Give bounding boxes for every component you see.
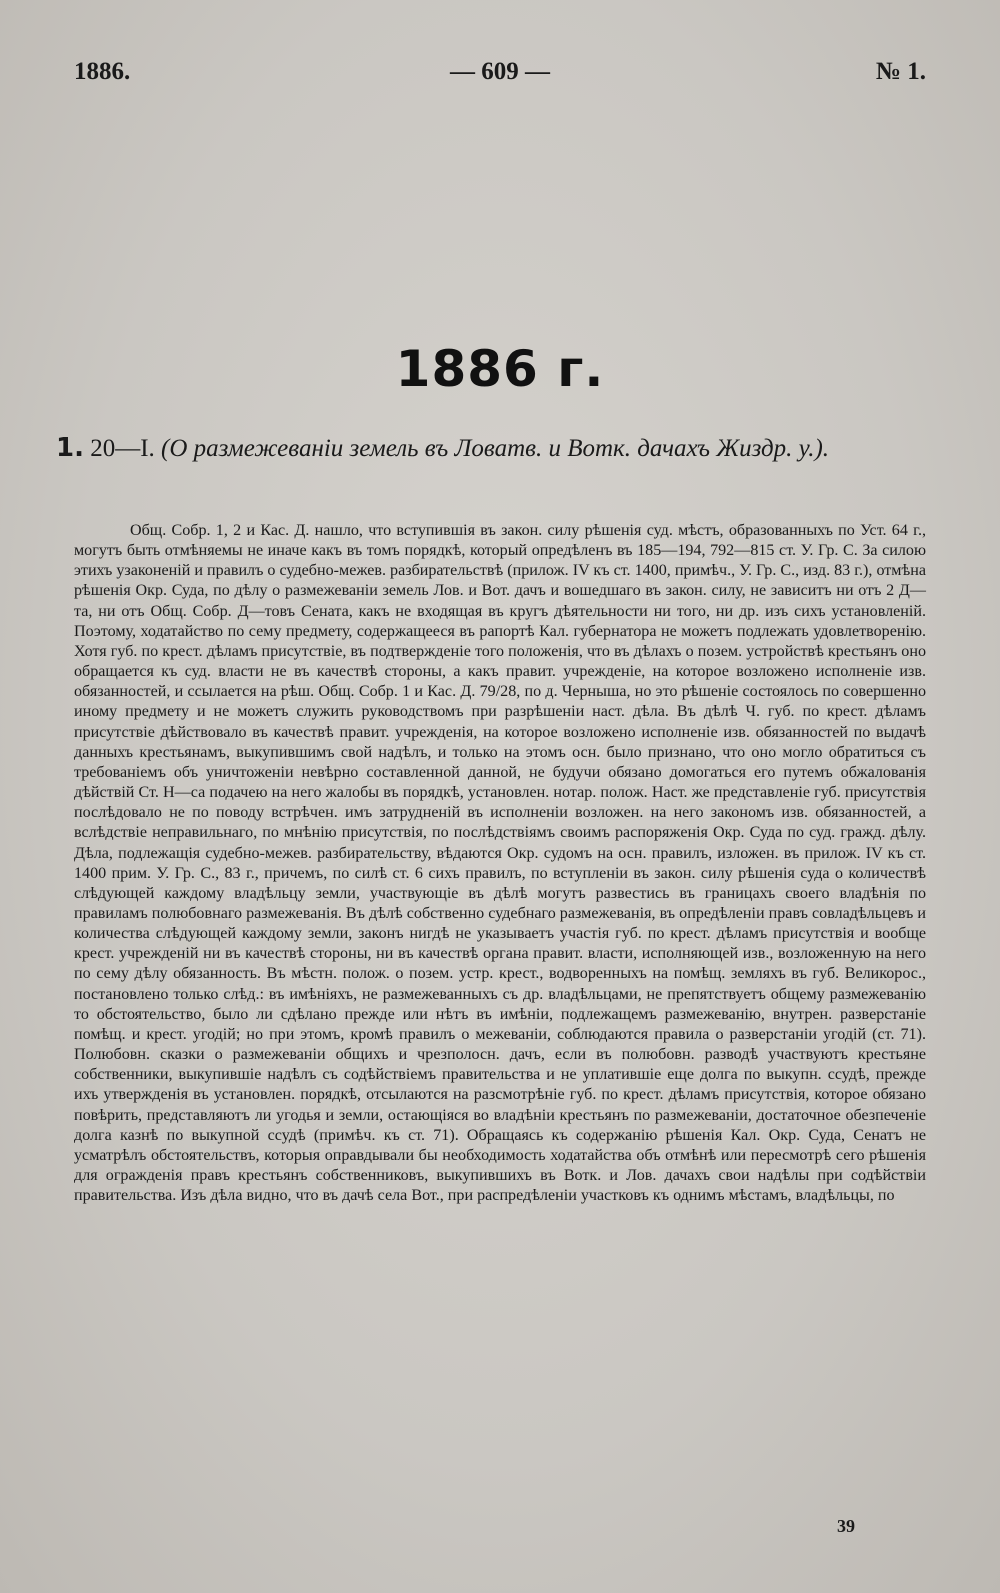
running-head	[74, 58, 926, 94]
running-head-issue: № 1.	[875, 58, 926, 85]
entry-number: 1.	[56, 433, 84, 463]
body-paragraph: Общ. Собр. 1, 2 и Кас. Д. нашло, что вступившія въ закон. силу рѣшенія суд. мѣстъ, образованныхъ по Уст. 64 г., могутъ быть отмѣняемы не иначе какъ въ томъ порядкѣ, который опредѣленъ въ 185—194, 792—815 ст. У. Гр. С. За силою этихъ узаконеній и правилъ о судебно-межев. разбирательствѣ (прилож. IV къ ст. 1400, примѣч., У. Гр. С., изд. 83 г.), отмѣна рѣшенія Окр. Суда, по дѣлу о размежеваніи земель Лов. и Вот. дачъ и вошедшаго въ закон. силу, не зависитъ ни отъ 2 Д—та, ни отъ Общ. Собр. Д—товъ Сената, какъ не входящая въ кругъ дѣятельности ни того, ни др. изъ сихъ установленій. Поэтому, ходатайство по сему предмету, содержащееся въ рапортѣ Кал. губернатора не можетъ подлежать удовлетворенію. Хотя губ. по крест. дѣламъ присутствіе, въ подтвержденіе того положенія, что въ дѣлахъ о позем. устройствѣ крестьянъ оно обращается къ суд. власти не въ качествѣ стороны, а какъ правит. учрежденіе, на которое возложено исполненіе изв. обязанностей, и ссылается на рѣш. Общ. Собр. 1 и Кас. Д. 79/28, по д. Черныша, но это рѣшеніе состоялось по совершенно иному предмету и не можетъ служить руководствомъ при разрѣшеніи наст. дѣла. Въ дѣлѣ Ч. губ. по крест. дѣламъ присутствіе дѣйствовало въ качествѣ правит. учрежденія, на которое возложено исполненіе изв. обязанностей по выдачѣ данныхъ крестьянамъ, выкупившимъ свой надѣлъ, и только на этомъ осн. было признано, что оно могло обратиться съ требованіемъ объ уничтоженіи невѣрно составленной данной, не будучи обязано домогаться его путемъ обжалованія дѣйствій Ст. Н—са подачею на него жалобы въ порядкѣ, установлен. нотар. полож. Наст. же представленіе губ. присутствія послѣдовало не по поводу встрѣчен. имъ затрудненій въ исполненіи возложен. на него закономъ изв. обязанностей, а вслѣдствіе неправильнаго, по мнѣнію присутствія, по послѣдствіямъ своимъ распоряженія Окр. Суда по суд. гражд. дѣлу. Дѣла, подлежащія судебно-межев. разбирательству, вѣдаются Окр. судомъ на осн. правилъ, изложен. въ прилож. IV къ ст. 1400 прим. У. Гр. С., 83 г., причемъ, по силѣ ст. 6 сихъ правилъ, по вступленіи въ закон. силу рѣшенія суда о количествѣ слѣдующей каждому владѣльцу земли, участвующіе въ дѣлѣ могутъ развестись въ границахъ своего владѣнія по правиламъ полюбовнаго размежеванія. Въ дѣлѣ собственно судебнаго размежеванія, въ опредѣленіи правъ совладѣльцевъ и количества слѣдующей каждому земли, законъ нигдѣ не указываетъ участія губ. по крест. дѣламъ присутствія и вообще крест. учрежденій ни въ качествѣ стороны, ни въ качествѣ органа правит. власти, исполняющей изв., возложенную на него по сему дѣлу обязанность. Въ мѣстн. полож. о позем. устр. крест., водворенныхъ на помѣщ. земляхъ въ губ. Великорос., постановлено только слѣд.: въ имѣніяхъ, не размежеванныхъ съ др. владѣльцами, не препятствуетъ общему размежеванію то обстоятельство, было ли сдѣлано прежде или нѣтъ въ имѣніи, подлежащемъ размежеванію, внутрен. разверстаніе помѣщ. и крест. угодій; но при этомъ, кромѣ правилъ о межеваніи, соблюдаются правила о разверстаніи угодій (ст. 71). Полюбовн. сказки о размежеваніи общихъ и чрезполосн. дачъ, если въ полюбовн. разводѣ участвуютъ крестьяне собственники, выкупившіе надѣлъ съ содѣйствіемъ правительства и не уплатившіе еще долга по выкупн. ссудѣ, прежде ихъ утвержденія въ установлен. порядкѣ, отсылаются на разсмотрѣніе губ. по крест. дѣламъ присутствія, которое обязано повѣрить, представляютъ ли угодья и земли, остающіяся во владѣніи крестьянъ по размежеваніи, достаточное обезпеченіе долга казнѣ по выкупной ссудѣ (примѣч. къ ст. 71). Обращаясь къ содержанію рѣшенія Кал. Окр. Суда, Сенатъ не усматрѣлъ обстоятельствъ, которыя оправдывали бы необходимость ходатайства объ отмѣнѣ или пересмотрѣ сего рѣшенія для огражденія правъ крестьянъ собственниковъ, выкупившихъ въ Вотк. и Лов. дачахъ свои надѣлы при содѣйствіи правительства. Изъ дѣла видно, что въ дачѣ села Вот., при распредѣленіи участковъ къ однимъ мѣстамъ, владѣльцы, по	[74, 522, 926, 1205]
entry-subject: (О размежеваніи земель въ Ловатв. и Вотк. дачахъ Жиздр. у.).	[161, 435, 830, 462]
running-head-page-number: — 609 —	[450, 58, 550, 85]
running-head-year: 1886.	[74, 58, 131, 85]
year-heading: 1886 г.	[395, 340, 605, 398]
entry-title	[56, 432, 926, 465]
signature-mark: 39	[837, 1516, 855, 1536]
entry-date: 20—I.	[90, 435, 155, 462]
